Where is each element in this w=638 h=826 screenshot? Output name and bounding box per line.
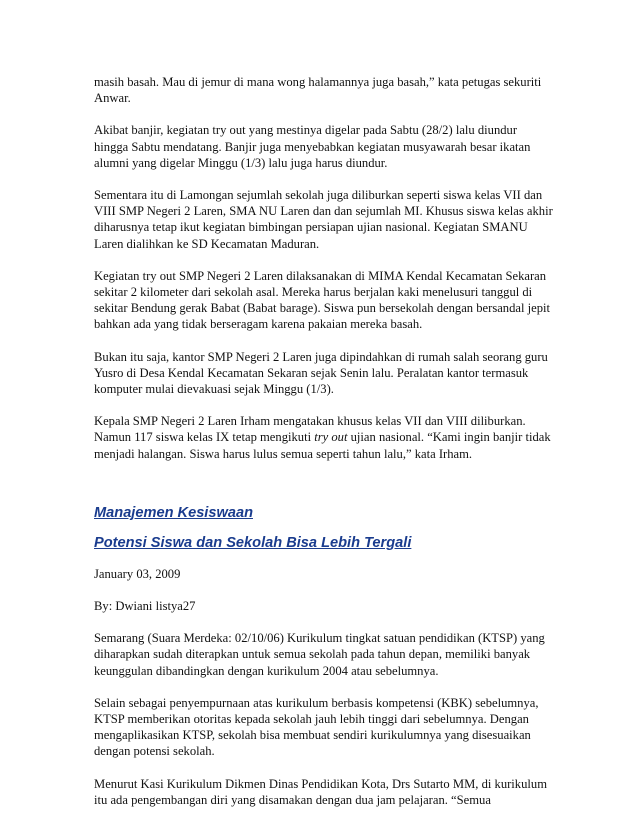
paragraph: Semarang (Suara Merdeka: 02/10/06) Kurikulum tingkat satuan pendidikan (KTSP) yang diharapkan sudah diterapkan untuk semua sekolah pada tahun depan, memiliki banyak keunggulan dibandingkan dengan kurikulum 2004 atau sebelumnya. bbox=[94, 631, 545, 678]
article-title-link[interactable]: Potensi Siswa dan Sekolah Bisa Lebih Tergali bbox=[94, 534, 412, 551]
article-byline: By: Dwiani listya27 bbox=[94, 599, 196, 614]
paragraph: Kegiatan try out SMP Negeri 2 Laren dilaksanakan di MIMA Kendal Kecamatan Sekaran sekitar 2 kilometer dari sekolah asal. Mereka harus berjalan kaki menelusuri tanggul di sekitar Bendung gerak Babat (Babat barage). Siswa pun bersekolah dengan bersandal jepit bahkan ada yang tidak berseragam karena pakaian mereka basah. bbox=[94, 268, 551, 332]
quote-text-after: ujian nasional. “Kami ingin banjir tidak menjadi halangan. Siswa harus lulus semua seperti tahun lalu,” kata Irham. bbox=[94, 430, 551, 461]
paragraph: masih basah. Mau di jemur di mana wong halamannya juga basah,” kata petugas sekuriti Anwar. bbox=[94, 75, 542, 106]
document-page bbox=[94, 74, 554, 824]
paragraph-quote bbox=[94, 413, 554, 462]
quote-text-italic: try out bbox=[314, 430, 348, 445]
paragraph: Selain sebagai penyempurnaan atas kurikulum berbasis kompetensi (KBK) sebelumnya, KTSP memberikan otoritas kepada sekolah jauh lebih tinggi dari sebelumnya. Dengan mengaplikasikan KTSP, sekolah bisa membuat sendiri kurikulumnya yang disesuaikan dengan potensi sekolah. bbox=[94, 695, 539, 759]
quote-text-before: Kepala SMP Negeri 2 Laren Irham mengatakan khusus kelas VII dan VIII diliburkan. Namun 117 siswa kelas IX tetap mengikuti bbox=[94, 414, 526, 445]
section-spacer bbox=[94, 478, 554, 504]
paragraph: Menurut Kasi Kurikulum Dikmen Dinas Pendidikan Kota, Drs Sutarto MM, di kurikulum itu ada pengembangan diri yang disamakan dengan dua jam pelajaran. “Semua bbox=[94, 776, 547, 807]
paragraph: Bukan itu saja, kantor SMP Negeri 2 Laren juga dipindahkan di rumah salah seorang guru Yusro di Desa Kendal Kecamatan Sekaran sejak Senin lalu. Peralatan kantor termasuk komputer mulai dievakuasi sejak Minggu (1/3). bbox=[94, 349, 548, 397]
article-date: January 03, 2009 bbox=[94, 566, 181, 581]
section-heading-link[interactable]: Manajemen Kesiswaan bbox=[94, 504, 253, 521]
paragraph: Sementara itu di Lamongan sejumlah sekolah juga diliburkan seperti siswa kelas VII dan VIII SMP Negeri 2 Laren, SMA NU Laren dan dan sejumlah MI. Khusus siswa kelas akhir diharusnya tetap ikut kegiatan bimbingan persiapan ujian nasional. Kegiatan SMANU Laren dialihkan ke SD Kecamatan Maduran. bbox=[94, 188, 553, 251]
paragraph: Akibat banjir, kegiatan try out yang mestinya digelar pada Sabtu (28/2) lalu diundur hingga Sabtu mendatang. Banjir juga menyebabkan kegiatan musyawarah besar ikatan alumni yang digelar Minggu (1/3) lalu juga harus diundur. bbox=[94, 123, 531, 170]
